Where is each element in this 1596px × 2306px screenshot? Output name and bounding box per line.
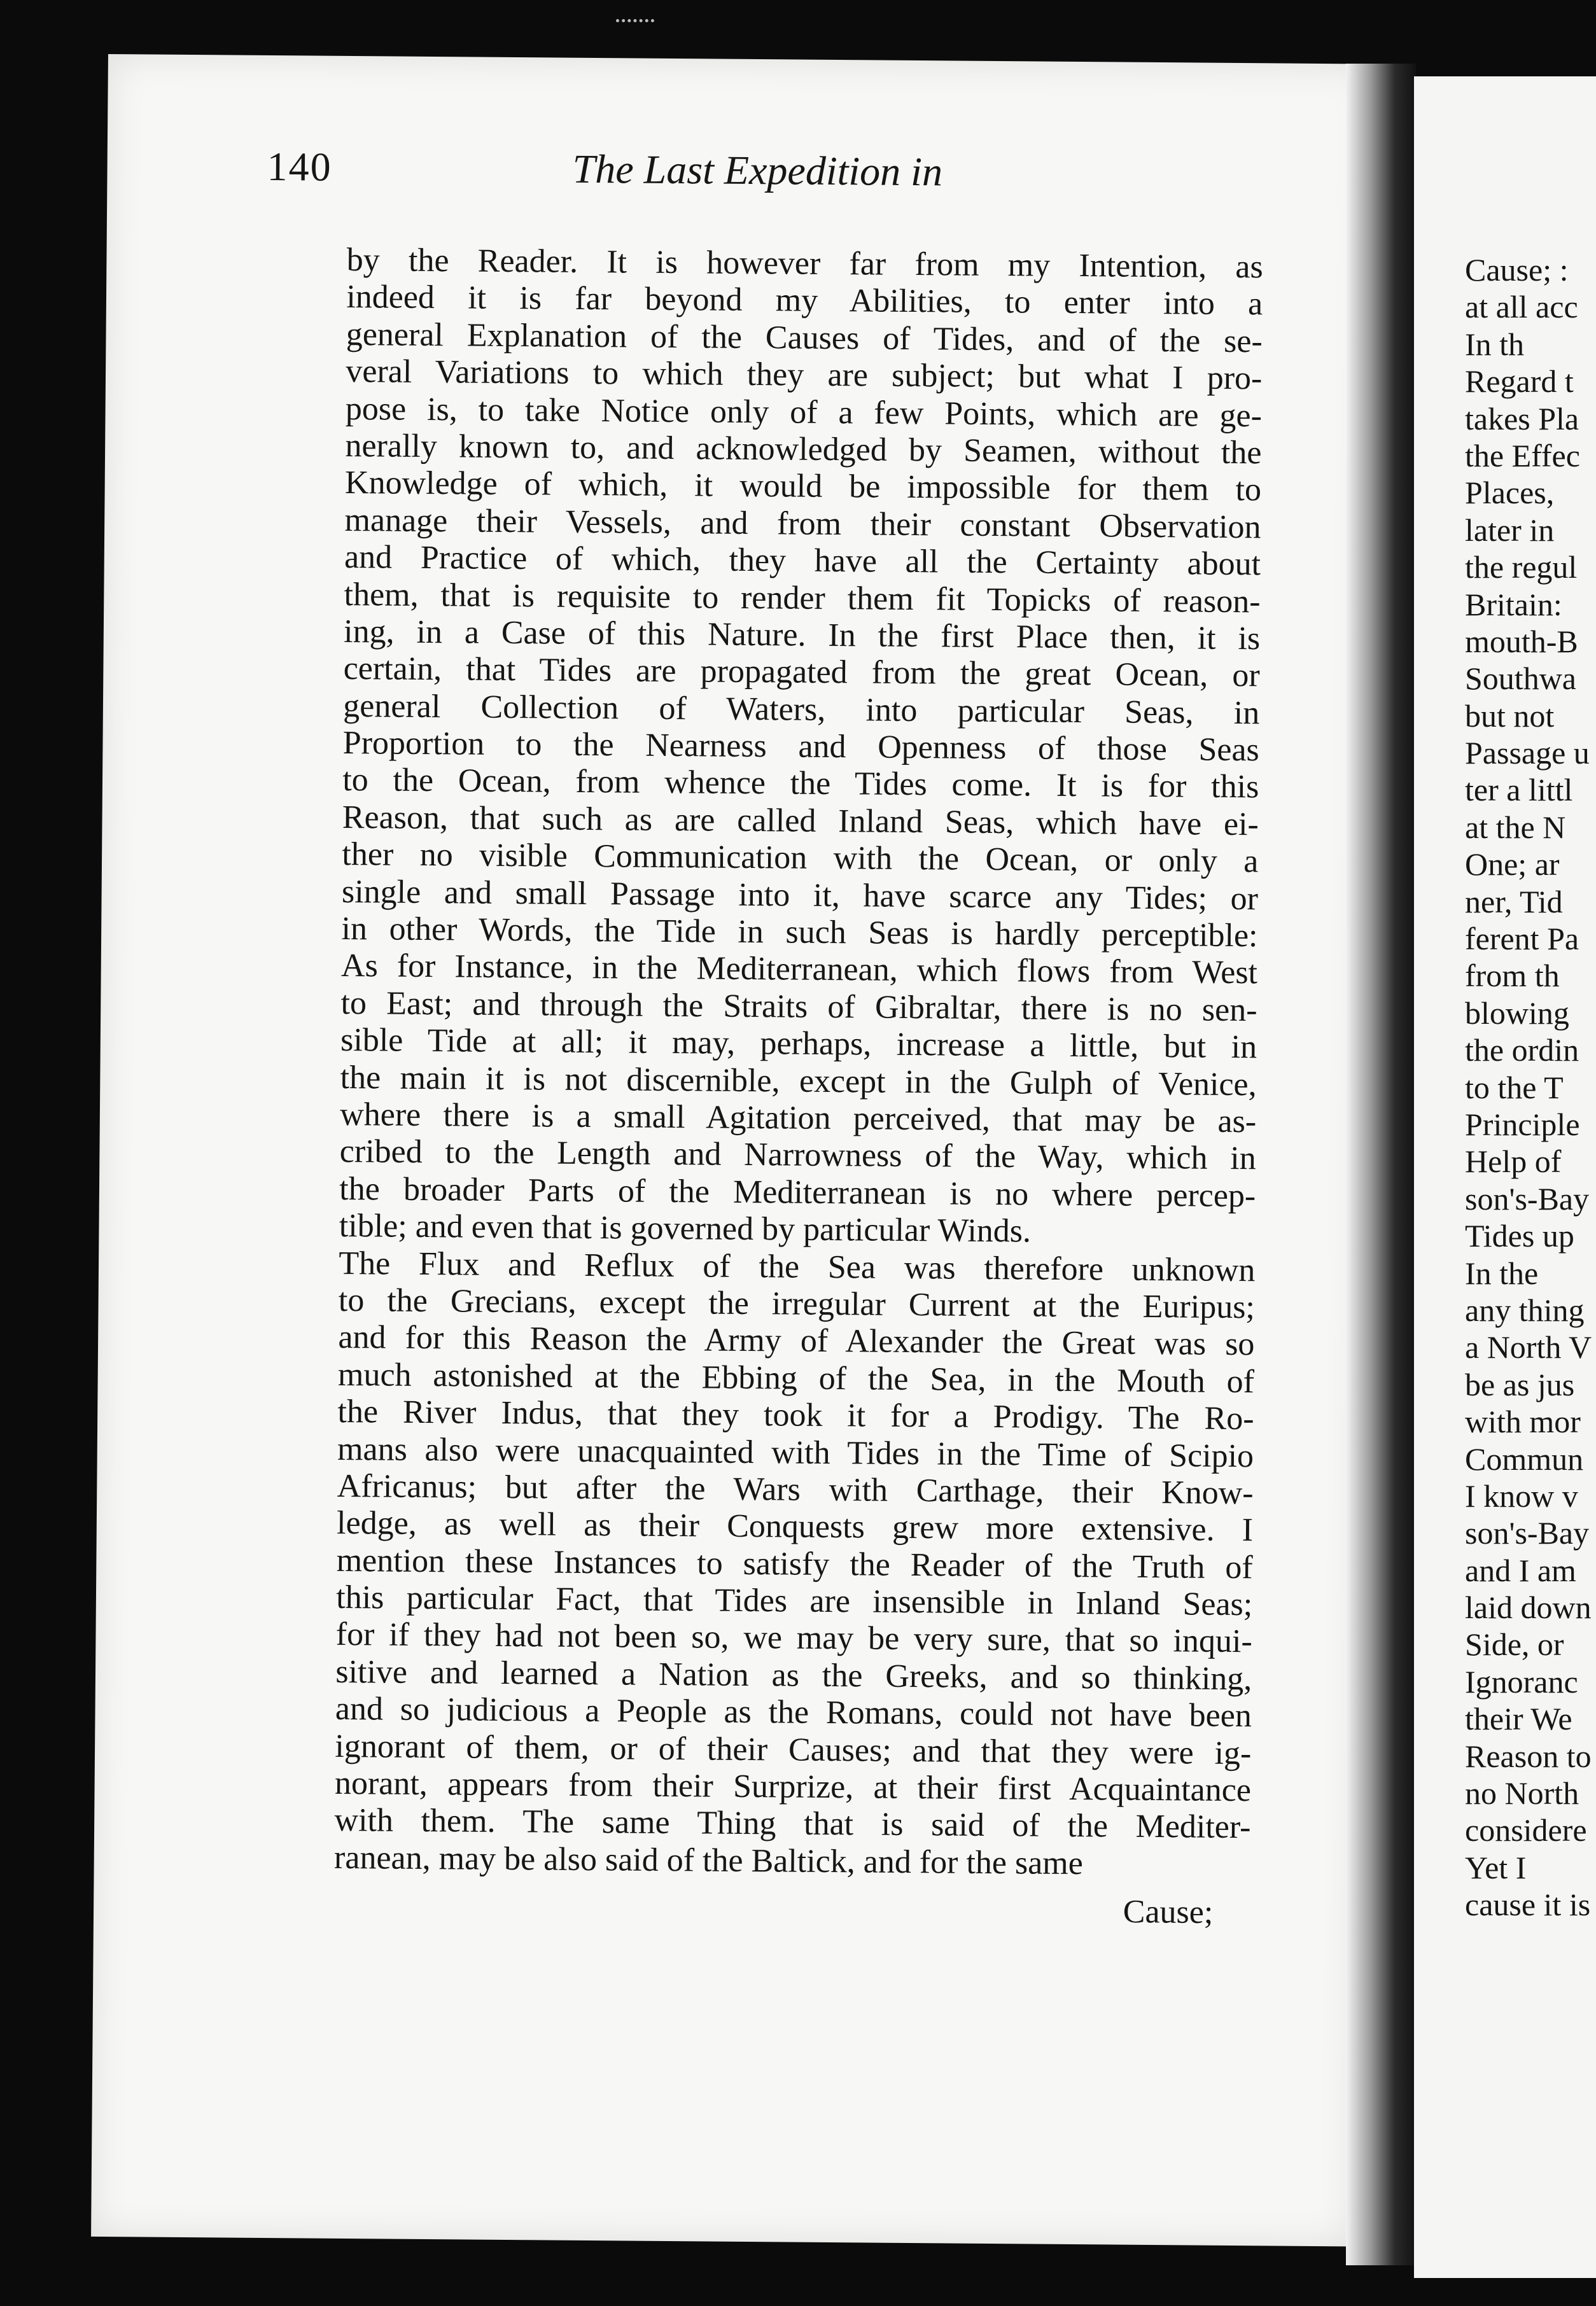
running-title: The Last Expedition in xyxy=(572,146,943,195)
facing-text-line: any thing xyxy=(1465,1292,1585,1328)
text-line: mans also were unacquainted with Tides in the Time of Scipio xyxy=(337,1430,1254,1474)
text-line: norant, appears from their Surprize, at their first Acquaintance xyxy=(334,1764,1252,1809)
facing-text-line: Side, or xyxy=(1465,1626,1564,1663)
facing-text-line: ner, Tid xyxy=(1465,883,1563,919)
facing-text-line: Yet I xyxy=(1465,1849,1527,1885)
text-line: to the Ocean, from whence the Tides come. It is for this xyxy=(342,762,1259,806)
text-line: in other Words, the Tide in such Seas is hardly perceptible: xyxy=(341,910,1258,954)
text-line: cribed to the Length and Narrowness of the Way, which in xyxy=(339,1133,1256,1177)
facing-text-line: Principle xyxy=(1465,1106,1580,1142)
facing-text-line: and I am xyxy=(1465,1552,1576,1588)
text-line: certain, that Tides are propagated from the great Ocean, or xyxy=(343,650,1260,694)
facing-text-line: mouth-B xyxy=(1465,623,1578,659)
text-line: this particular Fact, that Tides are insensible in Inland Seas; xyxy=(336,1579,1253,1623)
facing-text-line: Britain: xyxy=(1465,586,1562,622)
text-line: and Practice of which, they have all the Certainty about xyxy=(344,539,1261,583)
text-line: the main it is not discernible, except in the Gulph of Venice, xyxy=(340,1059,1257,1103)
text-line: mention these Instances to satisfy the Reader of the Truth of xyxy=(336,1542,1253,1586)
facing-text-line: no North xyxy=(1465,1775,1579,1812)
text-line: Reason, that such as are called Inland Seas, which have ei- xyxy=(342,799,1259,843)
text-line: for if they had not been so, we may be very sure, that so inqui- xyxy=(335,1616,1252,1660)
facing-text-line: In th xyxy=(1465,326,1525,362)
facing-text-line: the Effec xyxy=(1465,437,1580,473)
facing-text-line: Passage u xyxy=(1465,735,1590,771)
text-line: the River Indus, that they took it for a Prodigy. The Ro- xyxy=(337,1394,1254,1437)
text-line: tible; and even that is governed by particular Winds. xyxy=(339,1208,1032,1250)
catchword: Cause; xyxy=(1123,1894,1214,1931)
running-head xyxy=(267,143,1158,214)
facing-text-line: Regard t xyxy=(1465,363,1574,400)
text-line: ing, in a Case of this Nature. In the first Place then, it is xyxy=(343,613,1261,657)
text-line: much astonished at the Ebbing of the Sea, in the Mouth of xyxy=(337,1356,1255,1400)
text-line: by the Reader. It is however far from my Intention, as xyxy=(346,242,1263,286)
facing-text-line: Places, xyxy=(1465,475,1555,511)
facing-text-line: takes Pla xyxy=(1465,400,1579,437)
facing-text-line: laid down xyxy=(1465,1590,1592,1626)
facing-text-line: ter a littl xyxy=(1465,772,1573,808)
text-line: manage their Vessels, and from their constant Observation xyxy=(344,501,1261,546)
text-line: single and small Passage into it, have scarce any Tides; or xyxy=(341,873,1259,917)
facing-text-line: later in xyxy=(1465,512,1555,548)
facing-text-line: be as jus xyxy=(1465,1366,1575,1402)
facing-text-line: blowing xyxy=(1465,995,1569,1031)
text-line: nerally known to, and acknowledged by Seamen, without the xyxy=(345,427,1262,472)
text-line: general Collection of Waters, into particular Seas, in xyxy=(343,687,1260,731)
facing-text-line: Reason to xyxy=(1465,1738,1592,1774)
facing-text-line: In the xyxy=(1465,1255,1539,1291)
facing-page-text xyxy=(1465,251,1596,1924)
facing-text-line: with mor xyxy=(1465,1404,1581,1440)
text-line: ledge, as well as their Conquests grew more extensive. I xyxy=(336,1505,1254,1549)
facing-text-line: cause it is xyxy=(1465,1887,1591,1923)
text-line: general Explanation of the Causes of Tides, and of the se- xyxy=(346,316,1263,360)
facing-text-line: the ordin xyxy=(1465,1032,1579,1068)
text-line: ignorant of them, or of their Causes; and that they were ig- xyxy=(335,1728,1252,1771)
facing-text-line: to the T xyxy=(1465,1069,1564,1105)
text-line: ther no visible Communication with the Ocean, or only a xyxy=(342,836,1259,880)
text-line: veral Variations to which they are subject; but what I pro- xyxy=(346,353,1263,397)
facing-text-line: Cause; : xyxy=(1465,252,1569,288)
text-line: to the Grecians, except the irregular Current at the Euripus; xyxy=(338,1282,1256,1326)
facing-text-line: but not xyxy=(1465,697,1555,734)
body-text xyxy=(334,242,1263,1883)
text-line: sible Tide at all; it may, perhaps, increase a little, but in xyxy=(340,1022,1257,1066)
text-line: The Flux and Reflux of the Sea was therefore unknown xyxy=(339,1245,1256,1289)
facing-text-line: a North V xyxy=(1465,1329,1592,1366)
scanner-mark xyxy=(616,19,654,32)
text-line: where there is a small Agitation perceived, that may be as- xyxy=(340,1096,1257,1140)
text-line: pose is, to take Notice only of a few Points, which are ge- xyxy=(345,390,1263,434)
facing-text-line: considere xyxy=(1465,1812,1587,1848)
text-line: with them. The same Thing that is said of the Mediter- xyxy=(334,1802,1251,1846)
facing-text-line: son's-Bay xyxy=(1465,1180,1590,1217)
facing-text-line: son's-Bay xyxy=(1465,1515,1590,1551)
text-line: Africanus; but after the Wars with Carthage, their Know- xyxy=(337,1467,1254,1512)
facing-text-line: Southwa xyxy=(1465,660,1576,697)
text-line: sitive and learned a Nation as the Greeks, and so thinking, xyxy=(335,1653,1252,1698)
facing-text-line: I know v xyxy=(1465,1478,1578,1514)
text-line: the broader Parts of the Mediterranean is no where percep- xyxy=(339,1170,1256,1215)
text-line: them, that is requisite to render them fit Topicks of reason- xyxy=(344,576,1261,620)
book-gutter xyxy=(1346,64,1416,2265)
page-number: 140 xyxy=(267,143,332,190)
facing-text-line: Help of xyxy=(1465,1143,1562,1180)
text-line: indeed it is far beyond my Abilities, to enter into a xyxy=(346,279,1263,323)
facing-text-line: Ignoranc xyxy=(1465,1663,1578,1700)
text-line: and so judicious a People as the Romans, could not have been xyxy=(335,1691,1252,1735)
text-line: to East; and through the Straits of Gibraltar, there is no sen- xyxy=(340,984,1257,1029)
text-line: Proportion to the Nearness and Openness of those Seas xyxy=(342,725,1259,769)
facing-text-line: Tides up xyxy=(1465,1218,1574,1254)
text-line: ranean, may be also said of the Baltick, and for the same xyxy=(333,1839,1084,1882)
facing-text-line: One; ar xyxy=(1465,846,1560,883)
facing-text-line: at the N xyxy=(1465,809,1566,845)
facing-text-line: at all acc xyxy=(1465,289,1578,325)
facing-text-line: ferent Pa xyxy=(1465,921,1579,957)
text-line: As for Instance, in the Mediterranean, which flows from West xyxy=(340,947,1258,991)
facing-text-line: the regul xyxy=(1465,549,1578,585)
facing-text-line: from th xyxy=(1465,958,1560,994)
facing-text-line: Commun xyxy=(1465,1441,1584,1477)
text-line: and for this Reason the Army of Alexander the Great was so xyxy=(338,1319,1255,1363)
text-line: Knowledge of which, it would be impossible for them to xyxy=(344,465,1262,508)
facing-text-line: their We xyxy=(1465,1701,1572,1737)
